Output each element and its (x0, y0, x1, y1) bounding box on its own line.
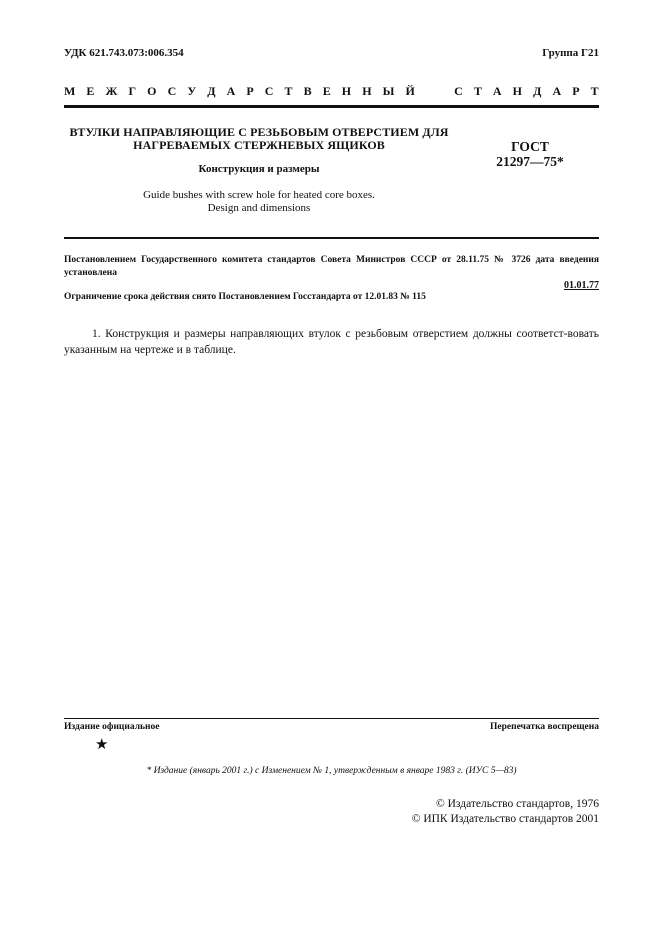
banner-letter: В (303, 84, 312, 98)
banner-letter: Т (284, 84, 293, 98)
document-subtitle: Конструкция и размеры (198, 163, 320, 175)
introduction-date: 01.01.77 (564, 280, 599, 291)
official-edition: Издание официальное (64, 722, 160, 732)
banner-letter: Е (86, 84, 95, 98)
banner-letter: О (147, 84, 157, 98)
banner-letter: С (264, 84, 274, 98)
limit-removal-text: Ограничение срока действия снято Постановлением Госстандарта от 12.01.83 № 115 (64, 292, 426, 302)
decree-text: Постановлением Государственного комитета стандартов Совета Министров СССР от 28.11.75 № 3726 дата введения установлена (64, 255, 599, 278)
banner-letter: Т (473, 84, 482, 98)
gost-number: 21297—75* (496, 154, 564, 169)
udk-code: УДК 621.743.073:006.354 (64, 47, 184, 59)
edition-note: * Издание (январь 2001 г.) с Изменением № 1, утвержденным в январе 1983 г. (ИУС 5—83) (146, 766, 517, 776)
gost-label: ГОСТ (511, 139, 549, 154)
banner-letter: С (454, 84, 463, 98)
banner-letter: А (226, 84, 236, 98)
copyright-1976: © Издательство стандартов, 1976 (435, 798, 599, 810)
standard-banner (64, 84, 599, 99)
banner-letter: Й (405, 84, 415, 98)
document-title (64, 126, 454, 152)
banner-letter: Т (590, 84, 599, 98)
banner-letter: У (187, 84, 197, 98)
banner-letter: М (64, 84, 76, 98)
banner-letter: А (492, 84, 502, 98)
title-line-1: ВТУЛКИ НАПРАВЛЯЮЩИЕ С РЕЗЬБОВЫМ ОТВЕРСТИЕМ ДЛЯ (69, 125, 449, 139)
banner-letter: А (552, 84, 562, 98)
english-title (64, 189, 454, 215)
paragraph-1: 1. Конструкция и размеры направляющих втулок с резьбовым отверстием должны соответст-вовать указанным на чертеже и в таблице. (64, 328, 599, 356)
english-title-line-1: Guide bushes with screw hole for heated core boxes. (143, 189, 375, 201)
group-code: Группа Г21 (542, 47, 599, 59)
banner-letter: Е (322, 84, 331, 98)
reprint-prohibited: Перепечатка воспрещена (489, 722, 599, 732)
bottom-divider (64, 718, 599, 719)
banner-letter: Р (246, 84, 254, 98)
banner-letter (426, 84, 429, 99)
banner-letter: Г (128, 84, 137, 98)
banner-letter (440, 84, 443, 99)
banner-letter: Д (207, 84, 216, 98)
banner-letter: Ы (382, 84, 395, 98)
banner-letter: Ж (105, 84, 118, 98)
banner-letter: Н (362, 84, 372, 98)
gost-designation (490, 139, 570, 169)
banner-letter: Р (572, 84, 580, 98)
copyright-2001: © ИПК Издательство стандартов 2001 (411, 813, 599, 825)
english-title-line-2: Design and dimensions (207, 202, 311, 214)
banner-letter: Н (341, 84, 352, 98)
banner-letter: Д (533, 84, 542, 98)
top-divider (64, 105, 599, 108)
banner-letter: С (167, 84, 177, 98)
middle-divider (64, 237, 599, 239)
star-icon: ★ (95, 737, 109, 753)
title-line-2: НАГРЕВАЕМЫХ СТЕРЖНЕВЫХ ЯЩИКОВ (133, 138, 385, 152)
banner-letter: Н (512, 84, 523, 98)
